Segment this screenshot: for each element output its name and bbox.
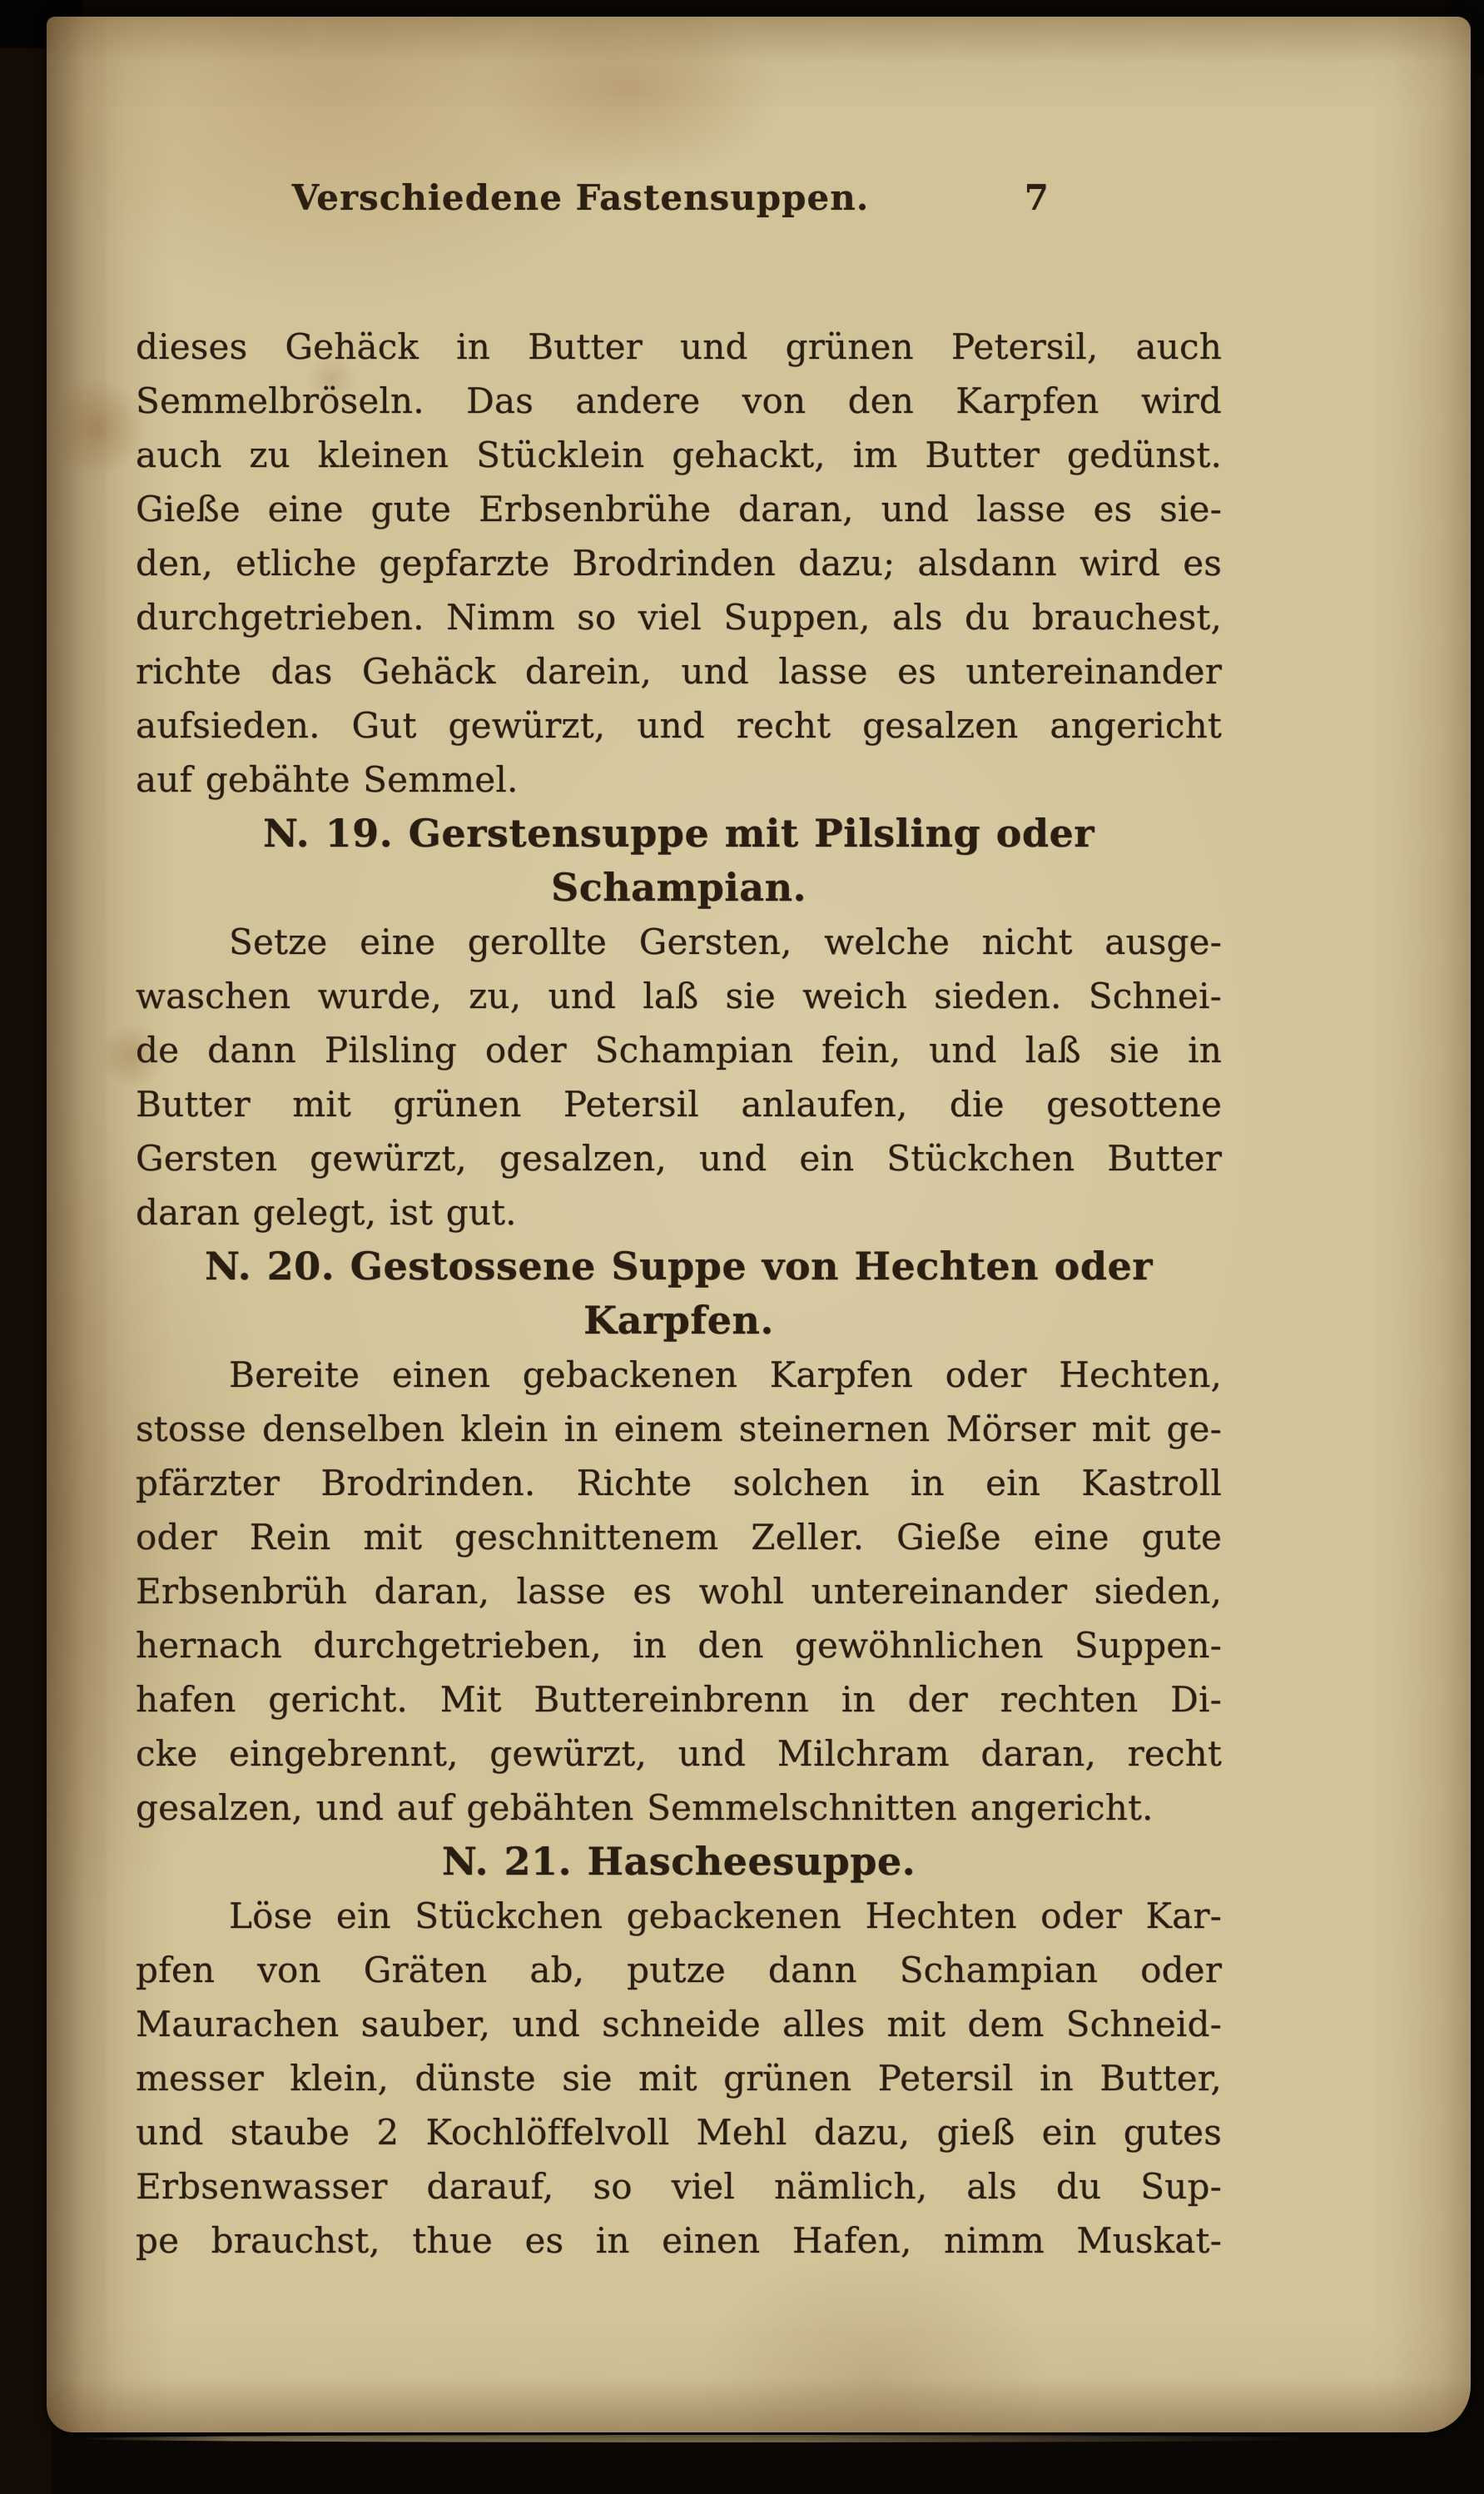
text-line: pfen von Gräten ab, putze dann Schampian oder: [136, 1950, 1222, 1990]
recipe-paragraph: [136, 1348, 1222, 1835]
text-line: richte das Gehäck darein, und lasse es untereinander: [136, 651, 1222, 692]
text-line: messer klein, dünste sie mit grünen Petersil in Butter,: [136, 2058, 1222, 2099]
page-number: 7: [1024, 177, 1049, 218]
text-line: Schampian.: [550, 865, 807, 910]
text-line: Löse ein Stückchen gebackenen Hechten oder Kar-: [229, 1895, 1222, 1936]
page-content: [136, 175, 1222, 2268]
recipe-paragraph: [136, 1889, 1222, 2268]
text-line: waschen wurde, zu, und laß sie weich sieden. Schnei-: [136, 976, 1222, 1016]
text-line: aufsieden. Gut gewürzt, und recht gesalzen angericht: [136, 705, 1222, 746]
text-line: dieses Gehäck in Butter und grünen Petersil, auch: [136, 326, 1222, 367]
text-line: pfärzter Brodrinden. Richte solchen in ein Kastroll: [136, 1463, 1222, 1503]
text-line: cke eingebrennt, gewürzt, und Milchram daran, recht: [136, 1733, 1222, 1774]
text-line: Karpfen.: [583, 1298, 774, 1343]
text-line: N. 21. Hascheesuppe.: [441, 1839, 916, 1884]
text-line: den, etliche gepfarzte Brodrinden dazu; alsdann wird es: [136, 543, 1222, 584]
text-line: N. 19. Gerstensuppe mit Pilsling oder: [262, 811, 1095, 856]
page-body: [136, 320, 1222, 2268]
page-header: [136, 175, 1222, 221]
text-line: und staube 2 Kochlöffelvoll Mehl dazu, gieß ein gutes: [136, 2112, 1222, 2153]
text-line: durchgetrieben. Nimm so viel Suppen, als du brauchest,: [136, 597, 1222, 638]
recipe-heading: [136, 807, 1222, 915]
page-edge-bottom: [75, 2435, 1384, 2442]
text-line: stosse denselben klein in einem steinernen Mörser mit ge-: [136, 1408, 1222, 1449]
running-title: Verschiedene Fastensuppen.: [291, 177, 870, 218]
text-line: Semmelbröseln. Das andere von den Karpfen wird: [136, 380, 1222, 421]
text-line: Gersten gewürzt, gesalzen, und ein Stückchen Butter: [136, 1138, 1222, 1179]
text-line: hafen gericht. Mit Buttereinbrenn in der rechten Di-: [136, 1679, 1222, 1720]
text-line: gesalzen, und auf gebähten Semmelschnitten angericht.: [136, 1787, 1154, 1828]
recipe-heading: [136, 1240, 1222, 1348]
recipe-paragraph: [136, 915, 1222, 1240]
text-line: Bereite einen gebackenen Karpfen oder Hechten,: [229, 1354, 1222, 1395]
recipe-heading: [136, 1835, 1222, 1889]
text-line: hernach durchgetrieben, in den gewöhnlichen Suppen-: [136, 1625, 1222, 1666]
recipe-paragraph: [136, 320, 1222, 807]
text-line: Butter mit grünen Petersil anlaufen, die gesottene: [136, 1084, 1222, 1125]
book-page: [47, 17, 1471, 2432]
text-line: auf gebähte Semmel.: [136, 759, 519, 800]
text-line: Erbsenwasser darauf, so viel nämlich, als du Sup-: [136, 2166, 1222, 2207]
text-line: oder Rein mit geschnittenem Zeller. Gieße eine gute: [136, 1517, 1222, 1558]
book-spine-edge: [0, 0, 52, 2494]
text-line: pe brauchst, thue es in einen Hafen, nimm Muskat-: [136, 2220, 1222, 2261]
text-line: Gieße eine gute Erbsenbrühe daran, und lasse es sie-: [136, 489, 1222, 529]
text-line: N. 20. Gestossene Suppe von Hechten oder: [205, 1244, 1153, 1289]
text-line: Maurachen sauber, und schneide alles mit dem Schneid-: [136, 2004, 1222, 2044]
text-line: de dann Pilsling oder Schampian fein, und laß sie in: [136, 1030, 1222, 1071]
text-line: Erbsenbrüh daran, lasse es wohl untereinander sieden,: [136, 1571, 1222, 1612]
text-line: auch zu kleinen Stücklein gehackt, im Butter gedünst.: [136, 435, 1222, 475]
text-line: daran gelegt, ist gut.: [136, 1192, 517, 1233]
text-line: Setze eine gerollte Gersten, welche nicht ausge-: [229, 922, 1222, 962]
